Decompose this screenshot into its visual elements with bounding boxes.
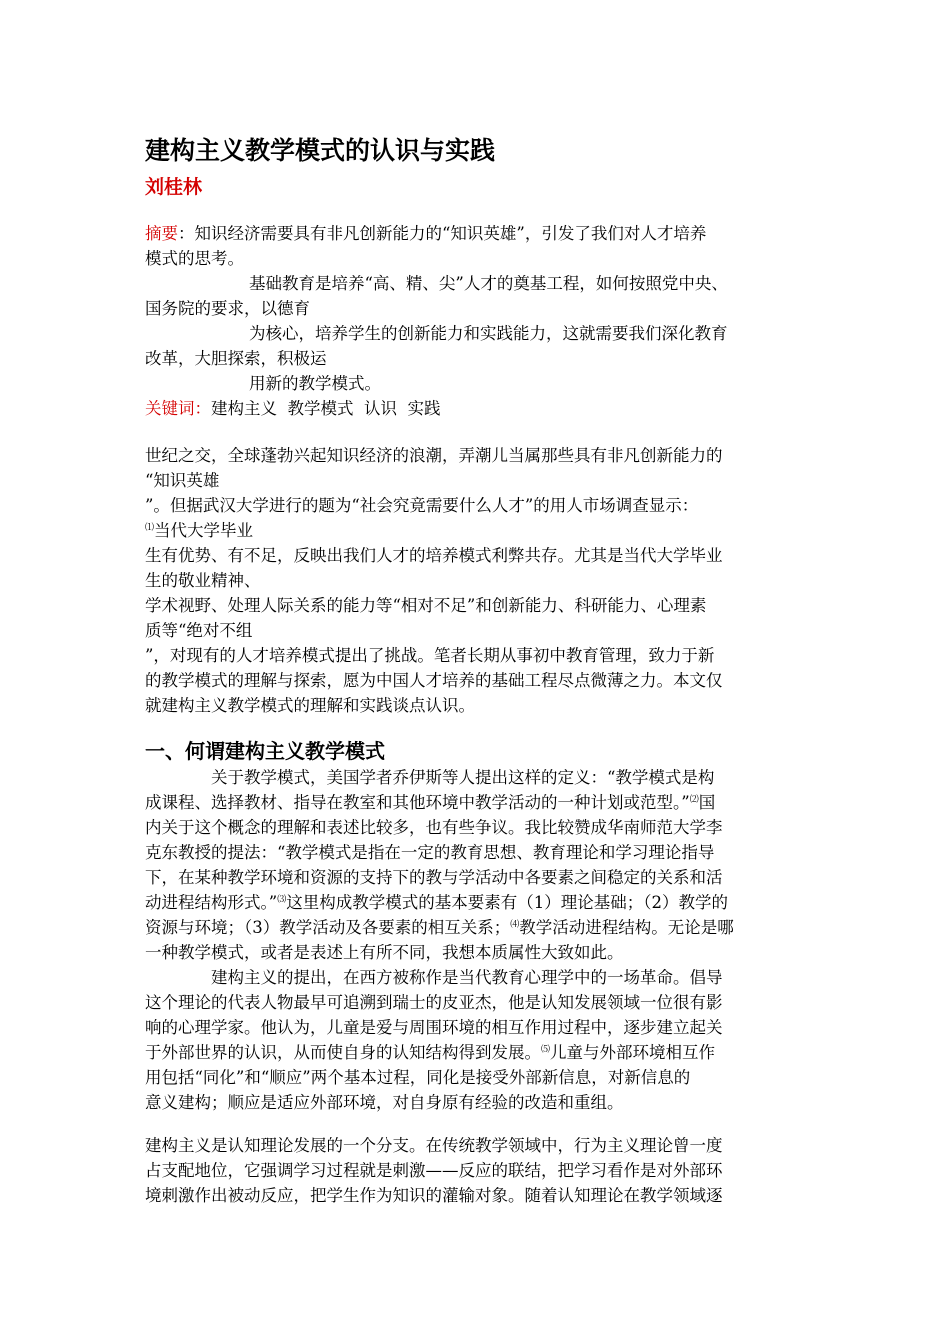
intro-line: 学术视野、处理人际关系的能力等“相对不足”和创新能力、科研能力、心理素	[145, 596, 707, 615]
footnote-ref: ⑸	[541, 1045, 551, 1055]
paragraph-line	[145, 1040, 723, 1065]
paragraph-text: 儿童与外部环境相互作	[550, 1043, 716, 1062]
paragraph-line: 建构主义的提出，在西方被称作是当代教育心理学中的一场革命。倡导	[211, 968, 723, 987]
paragraph-text: 这里构成教学模式的基本要素有（1）理论基础；（2）教学的	[286, 893, 728, 912]
paragraph-text: 资源与环境；（3）教学活动及各要素的相互关系；	[145, 918, 511, 937]
abstract-label: 摘要	[145, 224, 178, 243]
footnote-ref: ⑴	[145, 523, 155, 533]
paragraph-line: 意义建构；顺应是适应外部环境，对自身原有经验的改造和重组。	[145, 1093, 624, 1112]
paragraph-text: 动进程结构形式。”	[145, 893, 278, 912]
paragraph-line	[145, 890, 734, 915]
intro-line: “知识英雄	[145, 471, 220, 490]
intro-paragraph	[145, 443, 723, 718]
paragraph-line	[145, 790, 734, 815]
paragraph-line: 建构主义是认知理论发展的一个分支。在传统教学领域中，行为主义理论曾一度	[145, 1136, 723, 1155]
intro-line: ”。但据武汉大学进行的题为“社会究竟需要什么人才”的用人市场调查显示：	[145, 496, 699, 515]
intro-text: 当代大学毕业	[154, 521, 254, 540]
intro-line: 生有优势、有不足，反映出我们人才的培养模式利弊共存。尤其是当代大学毕业	[145, 546, 723, 565]
paragraph-line: 这个理论的代表人物最早可追溯到瑞士的皮亚杰，他是认知发展领域一位很有影	[145, 993, 723, 1012]
intro-line	[145, 518, 723, 543]
paragraph-line: 响的心理学家。他认为，儿童是爱与周围环境的相互作用过程中，逐步建立起关	[145, 1018, 723, 1037]
intro-line: ”，对现有的人才培养模式提出了挑战。笔者长期从事初中教育管理，致力于新	[145, 646, 715, 665]
page-title: 建构主义教学模式的认识与实践	[145, 136, 496, 165]
abstract-block	[145, 221, 728, 421]
keywords-text: 建构主义 教学模式 认识 实践	[211, 399, 441, 418]
keywords-label: 关键词	[145, 399, 195, 418]
abstract-line: 基础教育是培养“高、精、尖”人才的奠基工程，如何按照党中央、	[249, 274, 728, 293]
abstract-line	[145, 221, 728, 246]
paragraph-line: 内关于这个概念的理解和表述比较多，也有些争议。我比较赞成华南师范大学李	[145, 818, 723, 837]
paragraph-text: 国	[698, 793, 716, 812]
footnote-ref: ⑷	[510, 920, 520, 930]
paragraph-line: 下，在某种教学环境和资源的支持下的教与学活动中各要素之间稳定的关系和活	[145, 868, 723, 887]
abstract-text: 知识经济需要具有非凡创新能力的“知识英雄”，引发了我们对人才培养	[194, 224, 707, 243]
intro-line: 的教学模式的理解与探索，愿为中国人才培养的基础工程尽点微薄之力。本文仅	[145, 671, 723, 690]
abstract-line: 模式的思考。	[145, 249, 244, 268]
paragraph-line: 用包括“同化”和“顺应”两个基本过程，同化是接受外部新信息，对新信息的	[145, 1068, 691, 1087]
intro-line: 就建构主义教学模式的理解和实践谈点认识。	[145, 696, 475, 715]
paragraph-line: 占支配地位，它强调学习过程就是刺激——反应的联结，把学习看作是对外部环	[145, 1161, 723, 1180]
author-name: 刘桂林	[145, 176, 203, 198]
abstract-line: 为核心，培养学生的创新能力和实践能力，这就需要我们深化教育	[249, 324, 728, 343]
paragraph-line: 关于教学模式，美国学者乔伊斯等人提出这样的定义：“教学模式是构	[211, 768, 715, 787]
section-paragraph	[145, 965, 723, 1115]
paragraph-line: 境刺激作出被动反应，把学生作为知识的灌输对象。随着认知理论在教学领域逐	[145, 1186, 723, 1205]
paragraph-text: 成课程、选择教材、指导在教室和其他环境中教学活动的一种计划或范型。”	[145, 793, 690, 812]
abstract-line: 用新的教学模式。	[249, 374, 381, 393]
paragraph-text: 于外部世界的认识，从而使自身的认知结构得到发展。	[145, 1043, 541, 1062]
abstract-line: 改革，大胆探索，积极运	[145, 349, 327, 368]
paragraph-line: 克东教授的提法：“教学模式是指在一定的教育思想、教育理论和学习理论指导	[145, 843, 715, 862]
keywords-colon: ：	[194, 399, 211, 418]
abstract-colon: ：	[178, 224, 195, 243]
keywords-line	[145, 396, 728, 421]
footnote-ref: ⑶	[277, 895, 287, 905]
intro-line: 生的敬业精神、	[145, 571, 261, 590]
intro-line: 世纪之交，全球蓬勃兴起知识经济的浪潮，弄潮儿当属那些具有非凡创新能力的	[145, 446, 723, 465]
section-heading: 一、何谓建构主义教学模式	[145, 739, 385, 763]
paragraph-text: 教学活动进程结构。无论是哪	[519, 918, 734, 937]
footnote-ref: ⑵	[689, 795, 699, 805]
paragraph-line: 一种教学模式，或者是表述上有所不同，我想本质属性大致如此。	[145, 943, 624, 962]
section-paragraph	[145, 765, 734, 965]
paragraph-line	[145, 915, 734, 940]
abstract-line: 国务院的要求，以德育	[145, 299, 310, 318]
section-paragraph	[145, 1133, 723, 1208]
intro-line: 质等“绝对不组	[145, 621, 253, 640]
